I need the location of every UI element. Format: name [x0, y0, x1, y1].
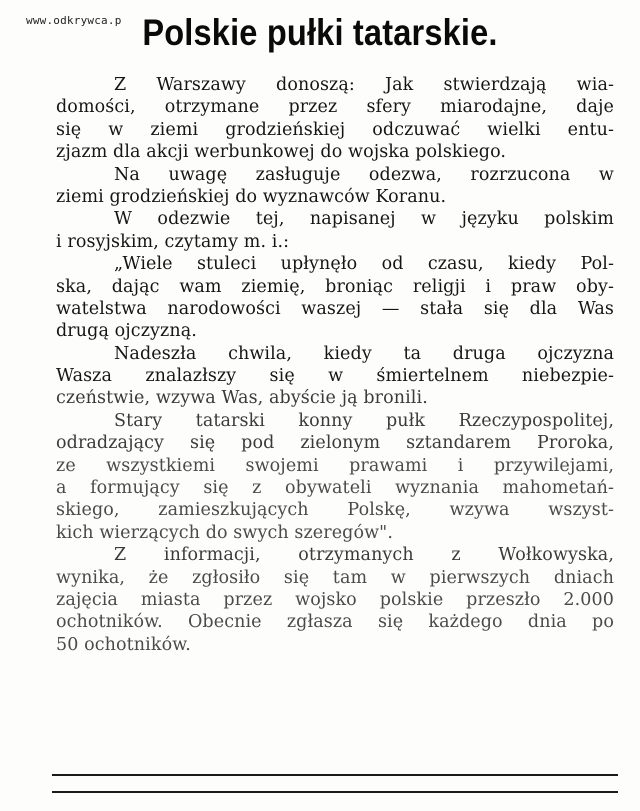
article-line: domości, otrzymane przez sfery miarodajne, daje: [56, 97, 614, 118]
article-line: W odezwie tej, napisanej w języku polskim: [114, 209, 614, 230]
source-watermark: www.odkrywca.p: [26, 14, 122, 27]
article-line: drugą ojczyzną.: [56, 321, 197, 342]
article-line: ze wszystkiemi swojemi prawami i przywilejami,: [56, 455, 614, 476]
article-line: się w ziemi grodzieńskiej odczuwać wielki entu-: [56, 119, 614, 140]
article-line: 50 ochotników.: [56, 634, 191, 655]
article-line: zjazm dla akcji werbunkowej do wojska polskiego.: [56, 142, 507, 163]
section-divider: [52, 791, 618, 793]
section-divider: [52, 774, 618, 776]
article-line: skiego, zamieszkujących Polskę, wzywa wszyst-: [56, 500, 614, 521]
article-line: Na uwagę zasługuje odezwa, rozrzucona w: [114, 164, 614, 185]
article-line: odradzający się pod zielonym sztandarem Proroka,: [56, 433, 614, 454]
article-line: Z Warszawy donoszą: Jak stwierdzają wia-: [114, 75, 614, 95]
article-line: zajęcia miasta przez wojsko polskie przeszło 2.000: [56, 589, 614, 610]
article-line: wynika, że zgłosiło się tam w pierwszych dniach: [56, 567, 614, 588]
article-body: [56, 74, 614, 656]
article-line: Z informacji, otrzymanych z Wołkowyska,: [114, 545, 614, 566]
article-line: ziemi grodzieńskiej do wyznawców Koranu.: [56, 186, 447, 207]
article-line: i rosyjskim, czytamy m. i.:: [56, 231, 290, 252]
article-title: Polskie pułki tatarskie.: [142, 12, 498, 53]
article-line: a formujący się z obywateli wyznania mahometań-: [56, 478, 614, 499]
article-line: kich wierzących do swych szeregów".: [56, 522, 393, 543]
article-line: ska, dając wam ziemię, broniąc religji i praw oby-: [56, 276, 614, 297]
article-line: watelstwa narodowości waszej — stała się dla Was: [56, 298, 614, 319]
article-line: ochotników. Obecnie zgłasza się każdego dnia po: [56, 612, 614, 633]
article-line: „Wiele stuleci upłynęło od czasu, kiedy Pol-: [114, 254, 614, 275]
article-line: Stary tatarski konny pułk Rzeczypospolitej,: [114, 410, 614, 431]
article-line: czeństwie, wzywa Was, abyście ją bronili.: [56, 388, 428, 409]
article-line: Wasza znalazłszy się w śmiertelnem niebezpie-: [56, 366, 614, 387]
article-line: Nadeszła chwila, kiedy ta druga ojczyzna: [114, 343, 614, 364]
